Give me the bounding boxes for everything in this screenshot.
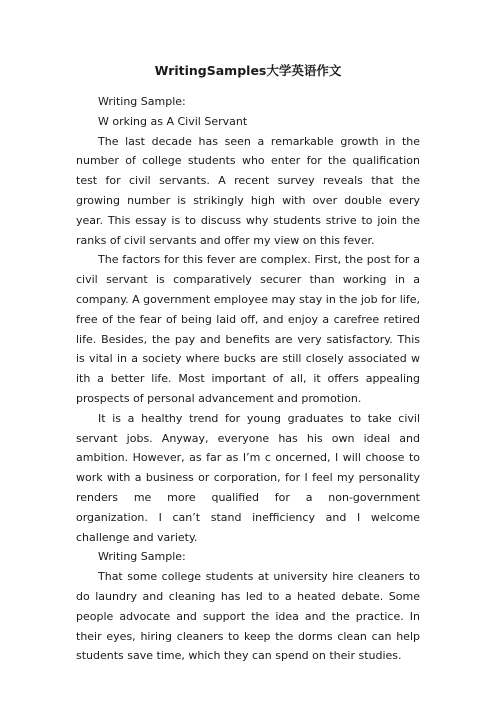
section-subtitle: W orking as A Civil Servant [98, 114, 248, 128]
paragraph: The last decade has seen a remarkable growth in the number of college students who enter for the qualification test for civil servants. A recent survey reveals that the growing number is strikingly high with over double every year. This essay is to discuss why students strive to join the ranks of civil servants and offer my view on this fever. [76, 134, 420, 247]
section-label: Writing Sample: [98, 95, 186, 108]
document-body [76, 92, 420, 666]
paragraph: The factors for this fever are complex. First, the post for a civil servant is comparatively securer than working in a company. A government employee may stay in the job for life, free of the fear of being laid off, and enjoy a carefree retired life. Besides, the pay and benefits are very satisfactory. This is vital in a society where bucks are still closely associated w ith a better life. Most important of all, it offers appealing prospects of personal advancement and promotion. [76, 253, 420, 405]
document-title: WritingSamples大学英语作文 [154, 63, 342, 78]
paragraph: That some college students at university hire cleaners to do laundry and cleaning has led to a heated debate. Some people advocate and support the idea and the practice. In their eyes, hiring cleaners to keep the dorms clean can help students save time, which they can spend on their studies. [76, 570, 420, 663]
paragraph: It is a healthy trend for young graduates to take civil servant jobs. Anyway, everyone has his own ideal and ambition. However, as far as I’m c oncerned, I will choose to work with a business or corporation, for I feel my personality renders me more qualified for a non-government organization. I can’t stand inefficiency and I welcome challenge and variety. [76, 411, 420, 544]
section-label: Writing Sample: [98, 550, 186, 564]
